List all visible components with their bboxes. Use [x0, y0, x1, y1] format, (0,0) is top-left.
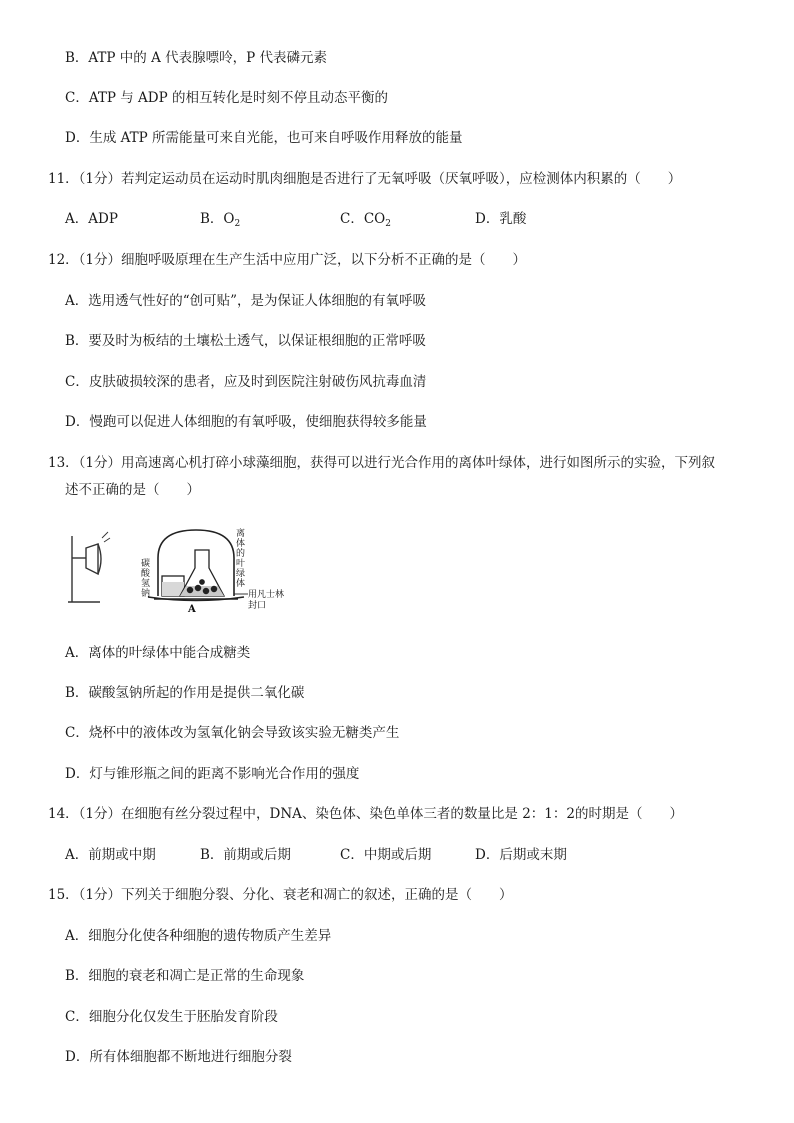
- q15-option-a: A．细胞分化使各种细胞的遗传物质产生差异: [65, 928, 332, 944]
- q10-option-b: B．ATP 中的 A 代表腺嘌呤，P 代表磷元素: [65, 50, 328, 66]
- q15-stem: 15．（1分）下列关于细胞分裂、分化、衰老和凋亡的叙述，正确的是（ ）: [48, 887, 513, 903]
- q10-option-c: C．ATP 与 ADP 的相互转化是时刻不停且动态平衡的: [65, 90, 388, 106]
- q14-option-b: B．前期或后期: [200, 847, 291, 863]
- q14-stem: 14．（1分）在细胞有丝分裂过程中，DNA、染色体、染色单体三者的数量比是 2：1：2的时期是（ ）: [48, 806, 683, 822]
- svg-text:体: 体: [236, 579, 246, 589]
- q14-option-c: C．中期或后期: [340, 847, 432, 863]
- figure-label-a: A: [188, 604, 196, 614]
- lamp-stand-icon: [68, 532, 110, 602]
- q12-option-a: A．选用透气性好的“创可贴”，是为保证人体细胞的有氧呼吸: [65, 293, 427, 309]
- q15-option-b: B．细胞的衰老和凋亡是正常的生命现象: [65, 968, 305, 984]
- q11-option-d: D．乳酸: [475, 211, 527, 227]
- svg-text:的: 的: [236, 549, 246, 559]
- q12-option-d: D．慢跑可以促进人体细胞的有氧呼吸，使细胞获得较多能量: [65, 414, 427, 430]
- svg-text:体: 体: [236, 539, 246, 549]
- figure-label-left: [141, 557, 151, 599]
- q11-options: [65, 209, 745, 229]
- q12-option-c: C．皮肤破损较深的患者，应及时到医院注射破伤风抗毒血清: [65, 374, 427, 390]
- q13-option-d: D．灯与锥形瓶之间的距离不影响光合作用的强度: [65, 766, 360, 782]
- conical-flask-icon: [180, 550, 224, 596]
- figure-label-right: [236, 527, 245, 589]
- figure-label-seal-2: 封口: [248, 601, 267, 611]
- svg-text:氢: 氢: [141, 579, 151, 589]
- q12-stem: 12．（1分）细胞呼吸原理在生产生活中应用广泛，以下分析不正确的是（ ）: [48, 252, 527, 268]
- q12-option-b: B．要及时为板结的土壤松土透气，以保证根细胞的正常呼吸: [65, 333, 426, 349]
- svg-text:叶: 叶: [236, 559, 246, 569]
- q14-options: [65, 845, 745, 865]
- svg-text:钠: 钠: [141, 589, 151, 599]
- q13-experiment-figure: [62, 524, 302, 614]
- svg-text:离: 离: [236, 529, 246, 539]
- q15-option-d: D．所有体细胞都不断地进行细胞分裂: [65, 1049, 292, 1065]
- q11-option-a: A．ADP: [65, 211, 118, 227]
- q15-option-c: C．细胞分化仅发生于胚胎发育阶段: [65, 1009, 278, 1025]
- q11-stem: 11．（1分）若判定运动员在运动时肌肉细胞是否进行了无氧呼吸（厌氧呼吸），应检测体内积累的（ ）: [48, 171, 682, 187]
- q13-option-c: C．烧杯中的液体改为氢氧化钠会导致该实验无糖类产生: [65, 725, 400, 741]
- q14-option-d: D．后期或末期: [475, 847, 567, 863]
- q10-option-d: D．生成 ATP 所需能量可来自光能，也可来自呼吸作用释放的能量: [65, 130, 463, 146]
- q13-stem-line2: 述不正确的是（ ）: [65, 482, 200, 498]
- q14-option-a: A．前期或中期: [65, 847, 156, 863]
- svg-text:绿: 绿: [236, 569, 246, 579]
- q11-option-b: B．$O_2$: [200, 211, 241, 229]
- q13-stem-line1: 13．（1分）用高速离心机打碎小球藻细胞，获得可以进行光合作用的离体叶绿体，进行如图所示的实验，下列叙: [48, 455, 716, 471]
- q13-option-a: A．离体的叶绿体中能合成糖类: [65, 645, 251, 661]
- beaker-icon: [162, 576, 184, 596]
- svg-text:酸: 酸: [141, 569, 151, 579]
- q11-option-c: C．$CO_2$: [340, 211, 391, 229]
- q13-option-b: B．碳酸氢钠所起的作用是提供二氧化碳: [65, 685, 305, 701]
- figure-label-seal: 用凡士林: [248, 590, 285, 600]
- svg-text:碳: 碳: [141, 559, 151, 569]
